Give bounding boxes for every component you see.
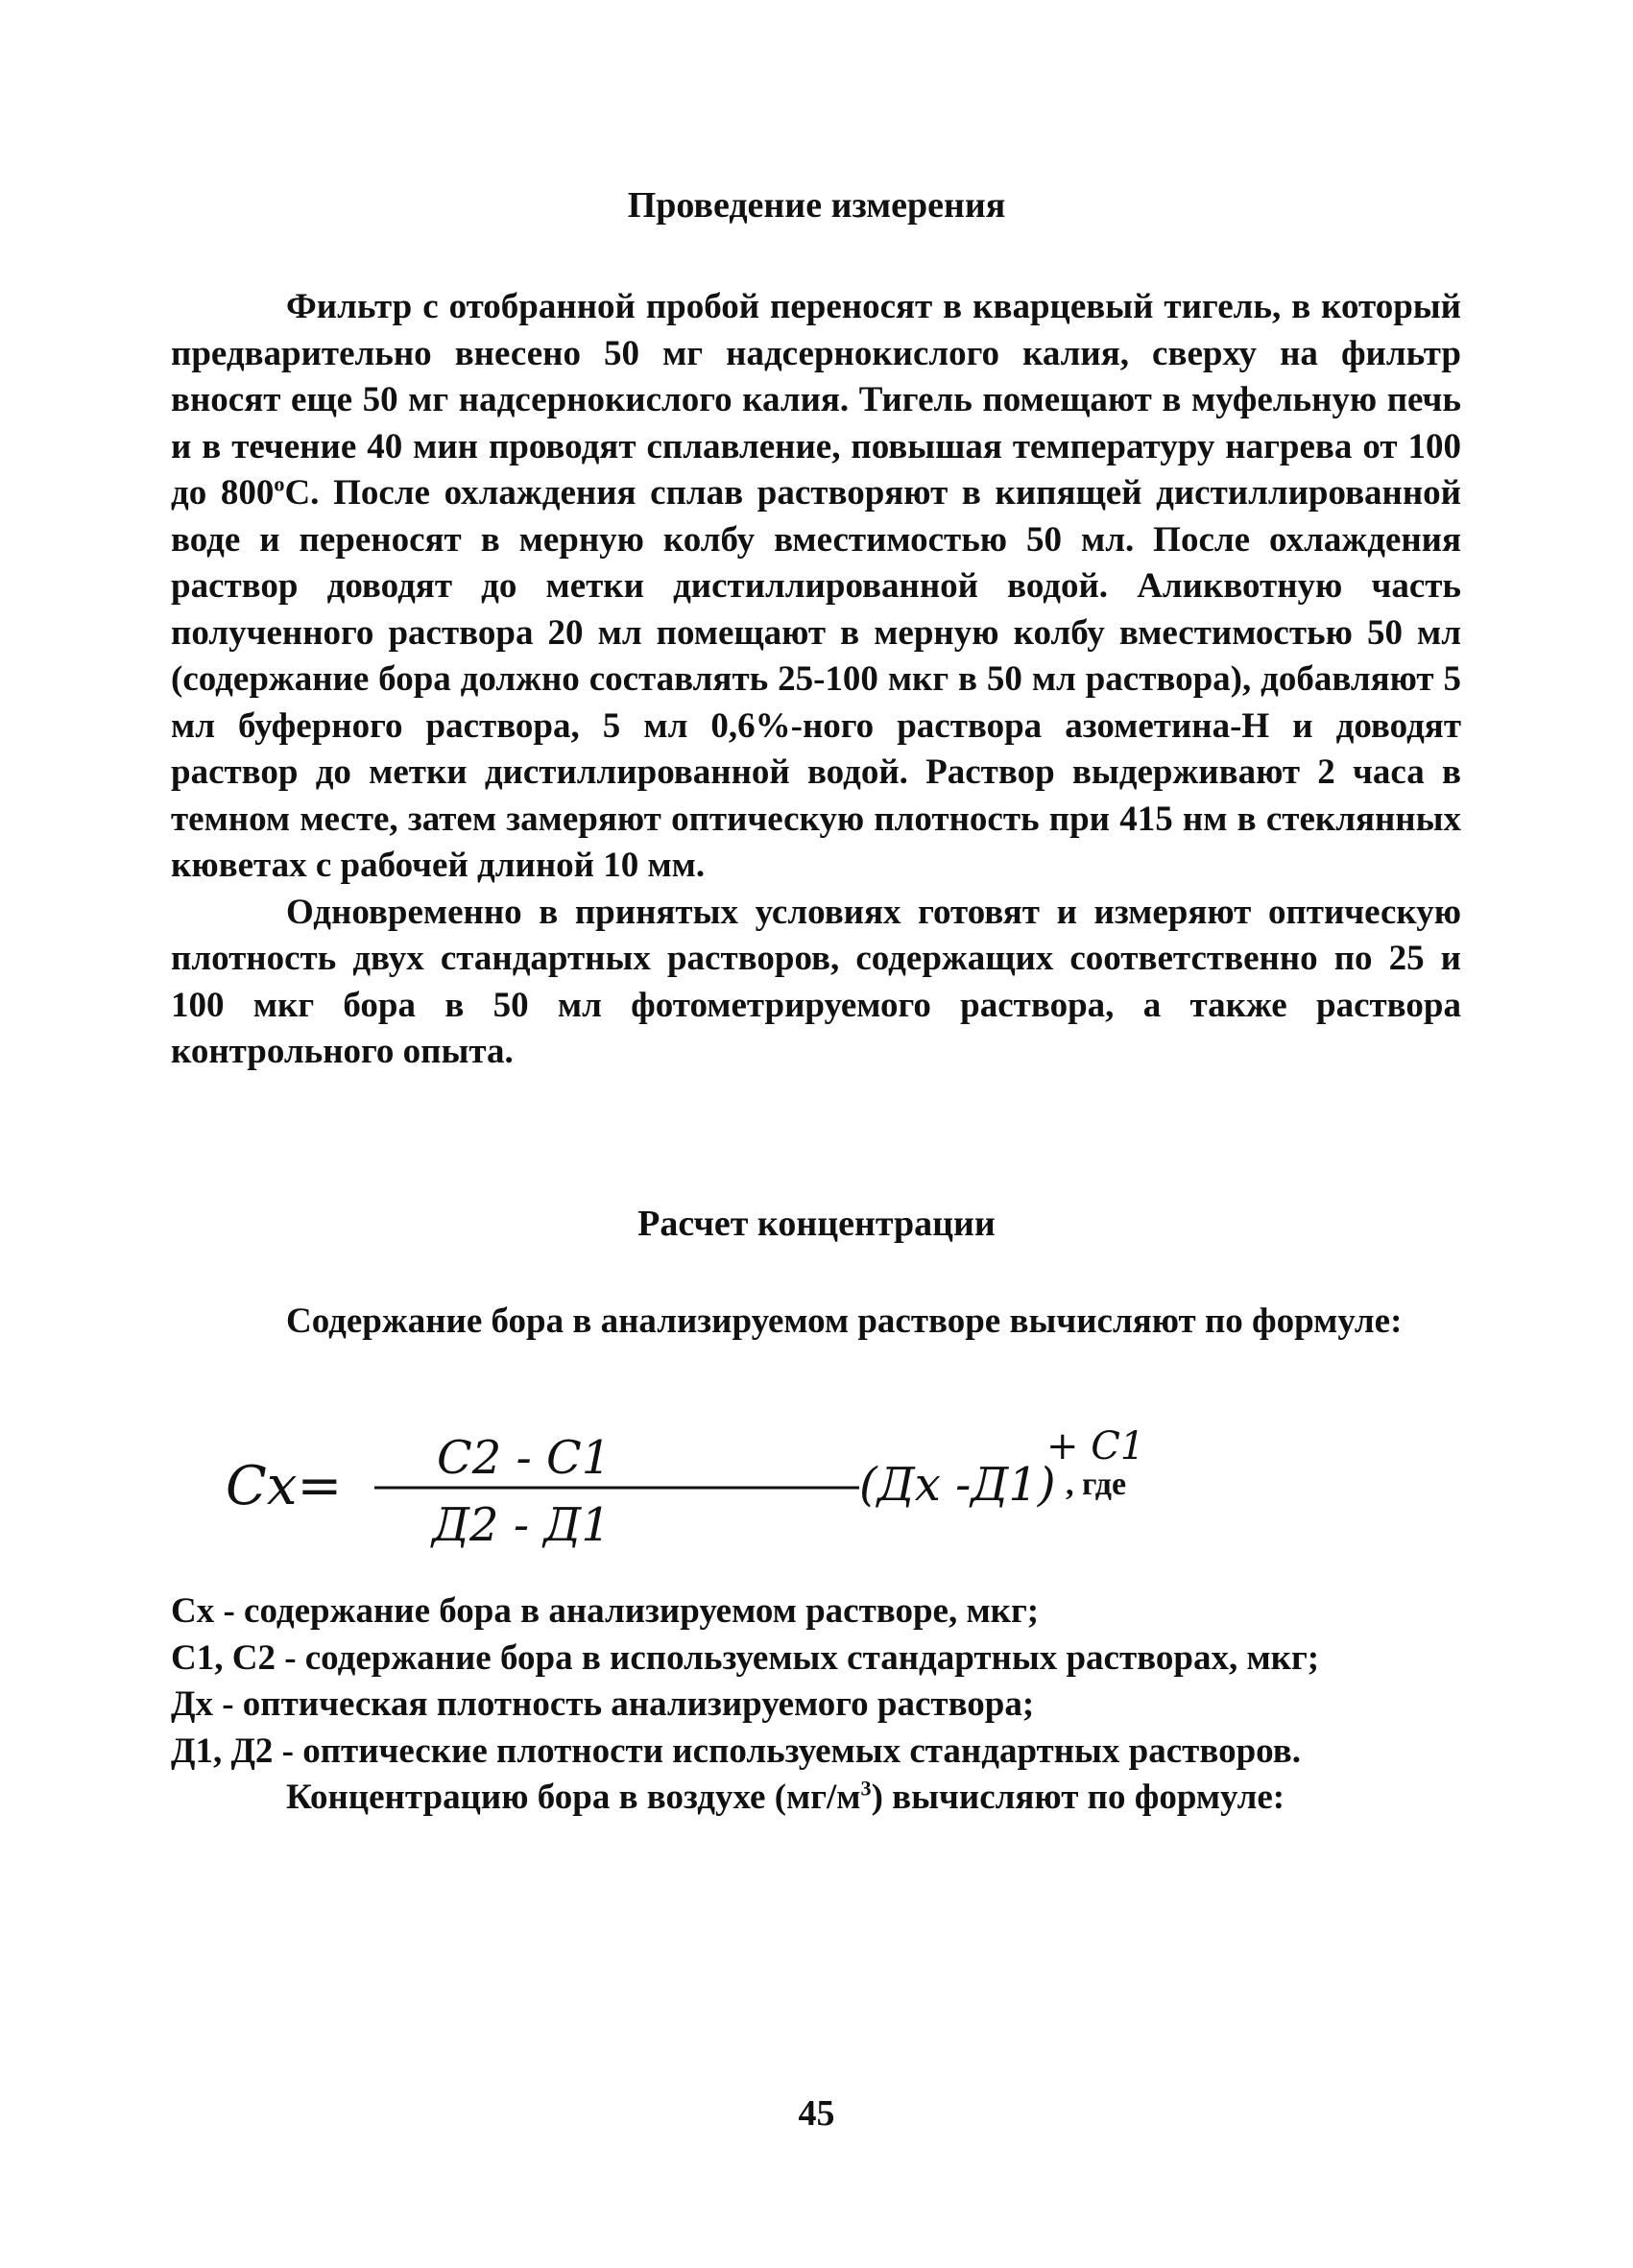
definitions-block <box>171 1588 1461 1822</box>
procedure-text-part1: Фильтр с отобранной пробой переносят в кварцевый тигель, в который предварительно внесено 50 мг надсернокислого калия, сверху на фильтр вносят еще 50 мг надсернокислого калия. Тигель помещают в муфельную печь и в течение 40 мин проводят сплавление, повышая температуру нагрева от 100 до 800 <box>171 287 1461 513</box>
formula-suffix: , где <box>1066 1467 1127 1502</box>
paragraph-formula-intro: Содержание бора в анализируемом растворе вычисляют по формуле: <box>286 1301 1403 1341</box>
air-concentration-text-end: ) вычисляют по формуле: <box>871 1778 1285 1817</box>
page-number: 45 <box>798 2093 835 2134</box>
concentration-formula <box>221 1416 1181 1574</box>
definition-cx: Cx - содержание бора в анализируемом растворе, мкг; <box>171 1591 1040 1631</box>
formula-lhs: Cx= <box>226 1455 343 1517</box>
cubic-sup: 3 <box>860 1776 872 1801</box>
formula-factor: (Дx -Д1) <box>859 1458 1056 1512</box>
measurement-body <box>171 284 1461 1076</box>
paragraph-standards: Одновременно в принятых условиях готовят и измеряют оптическую плотность двух стандартных растворов, содержащих соответственно по 25 и 100 мкг бора в 50 мл фотометрируемого раствора, а также раствора контрольного опыта. <box>171 892 1461 1071</box>
definition-c1-c2: C1, C2 - содержание бора в используемых стандартных растворах, мкг; <box>171 1637 1320 1678</box>
section-title-measurement: Проведение измерения <box>627 185 1006 226</box>
formula-plus-term: + C1 <box>1046 1424 1145 1468</box>
paragraph-procedure <box>171 284 1461 890</box>
paragraph-air-concentration <box>171 1775 1461 1822</box>
definition-d1-d2: Д1, Д2 - оптические плотности используемых стандартных растворов. <box>171 1731 1301 1771</box>
air-concentration-text: Концентрацию бора в воздухе (мг/м <box>286 1778 861 1817</box>
procedure-text-part2: С. После охлаждения сплав растворяют в кипящей дистиллированной воде и переносят в мерную колбу вместимостью 50 мл. После охлаждения раствор доводят до метки дистиллированной водой. Аликвотную часть полученного раствора 20 мл помещают в мерную колбу вместимостью 50 мл (содержание бора должно составлять 25-100 мкг в 50 мл раствора), добавляют 5 мл буферного раствора, 5 мл 0,6%-ного раствора азометина-Н и доводят раствор до метки дистиллированной водой. Раствор выдерживают 2 часа в темном месте, затем замеряют оптическую плотность при 415 нм в стеклянных кюветах с рабочей длиной 10 мм. <box>171 473 1461 885</box>
definition-dx: Дx - оптическая плотность анализируемого раствора; <box>171 1684 1035 1724</box>
formula-numerator: C2 - C1 <box>437 1431 612 1485</box>
degree-sup: о <box>274 471 285 496</box>
formula-denominator: Д2 - Д1 <box>432 1498 611 1552</box>
calculation-intro <box>171 1299 1461 1346</box>
section-title-calculation: Расчет концентрации <box>637 1204 996 1244</box>
formula-svg <box>221 1416 1181 1574</box>
